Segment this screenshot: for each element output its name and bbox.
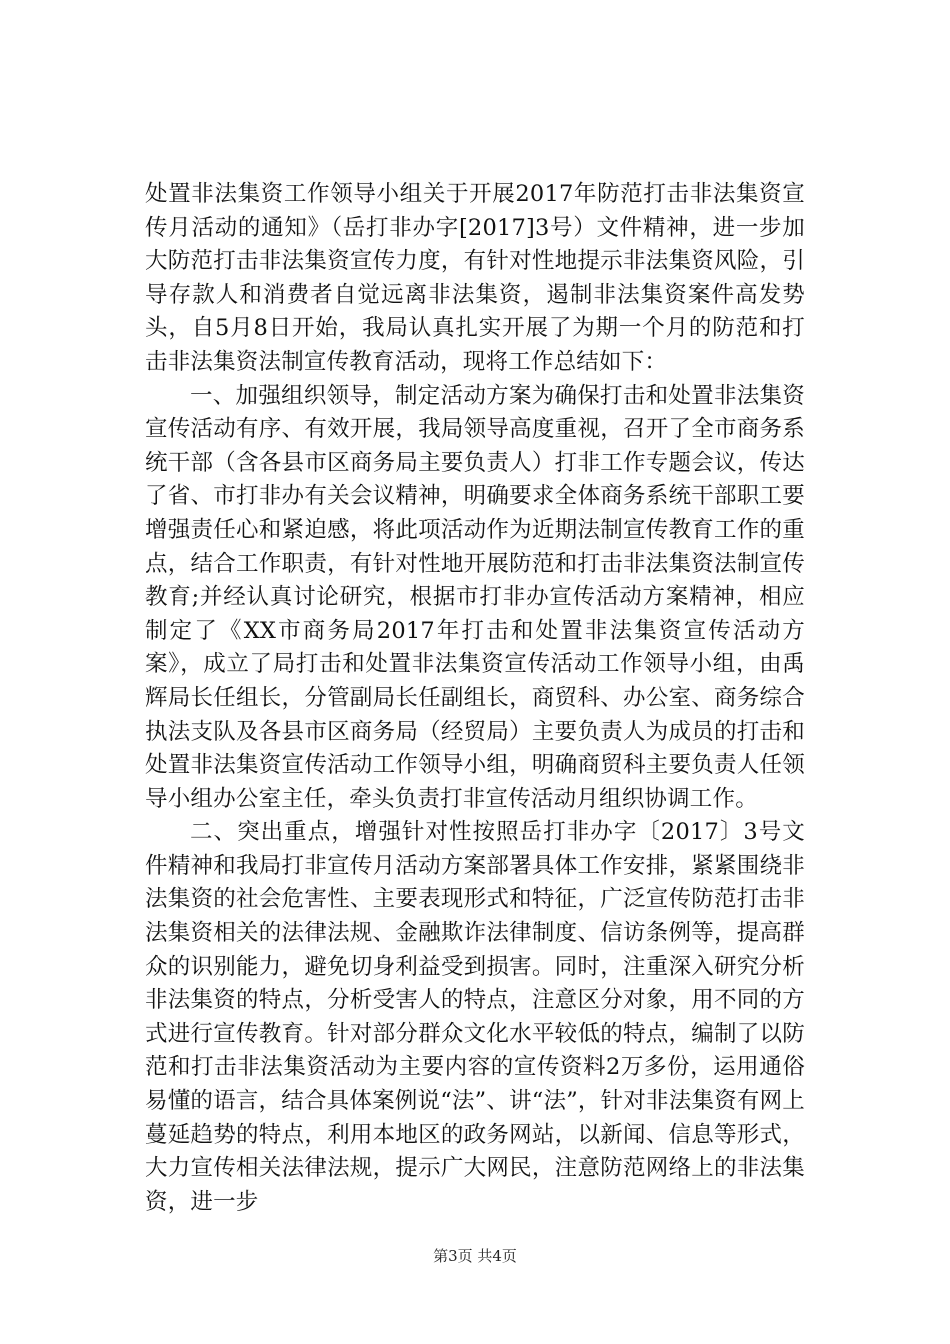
paragraph-section-one: 一、加强组织领导，制定活动方案为确保打击和处置非法集资宣传活动有序、有效开展，我局领导高度重视，召开了全市商务系统干部（含各县市区商务局主要负责人）打非工作专题会议，传达了省、市打非办有关会议精神，明确要求全体商务系统干部职工要增强责任心和紧迫感，将此项活动作为近期法制宣传教育工作的重点，结合工作职责，有针对性地开展防范和打击非法集资法制宣传教育;并经认真讨论研究，根据市打非办宣传活动方案精神，相应制定了《XX市商务局2017年打击和处置非法集资宣传活动方案》，成立了局打击和处置非法集资宣传活动工作领导小组，由禹辉局长任组长，分管副局长任副组长，商贸科、办公室、商务综合执法支队及各县市区商务局（经贸局）主要负责人为成员的打击和处置非法集资宣传活动工作领导小组，明确商贸科主要负责人任领导小组办公室主任，牵头负责打非宣传活动月组织协调工作。 [145,382,805,812]
paragraph-section-two: 二、突出重点，增强针对性按照岳打非办字〔2017〕3号文件精神和我局打非宣传月活动方案部署具体工作安排，紧紧围绕非法集资的社会危害性、主要表现形式和特征，广泛宣传防范打击非法集资相关的法律法规、金融欺诈法律制度、信访条例等，提高群众的识别能力，避免切身利益受到损害。同时，注重深入研究分析非法集资的特点，分析受害人的特点，注意区分对象，用不同的方式进行宣传教育。针对部分群众文化水平较低的特点，编制了以防范和打击非法集资活动为主要内容的宣传资料2万多份，运用通俗易懂的语言，结合具体案例说“法”、讲“法”，针对非法集资有网上蔓延趋势的特点，利用本地区的政务网站，以新闻、信息等形式，大力宣传相关法律法规，提示广大网民，注意防范网络上的非法集资，进一步 [145,819,805,1215]
document-body [145,178,805,1219]
paragraph-intro: 处置非法集资工作领导小组关于开展2017年防范打击非法集资宣传月活动的通知》（岳打非办字[2017]3号）文件精神，进一步加大防范打击非法集资宣传力度，有针对性地提示非法集资风险，引导存款人和消费者自觉远离非法集资，遏制非法集资案件高发势头，自5月8日开始，我局认真扎实开展了为期一个月的防范和打击非法集资法制宣传教育活动，现将工作总结如下： [145,181,805,375]
page-footer: 第3页 共4页 [433,1247,517,1265]
